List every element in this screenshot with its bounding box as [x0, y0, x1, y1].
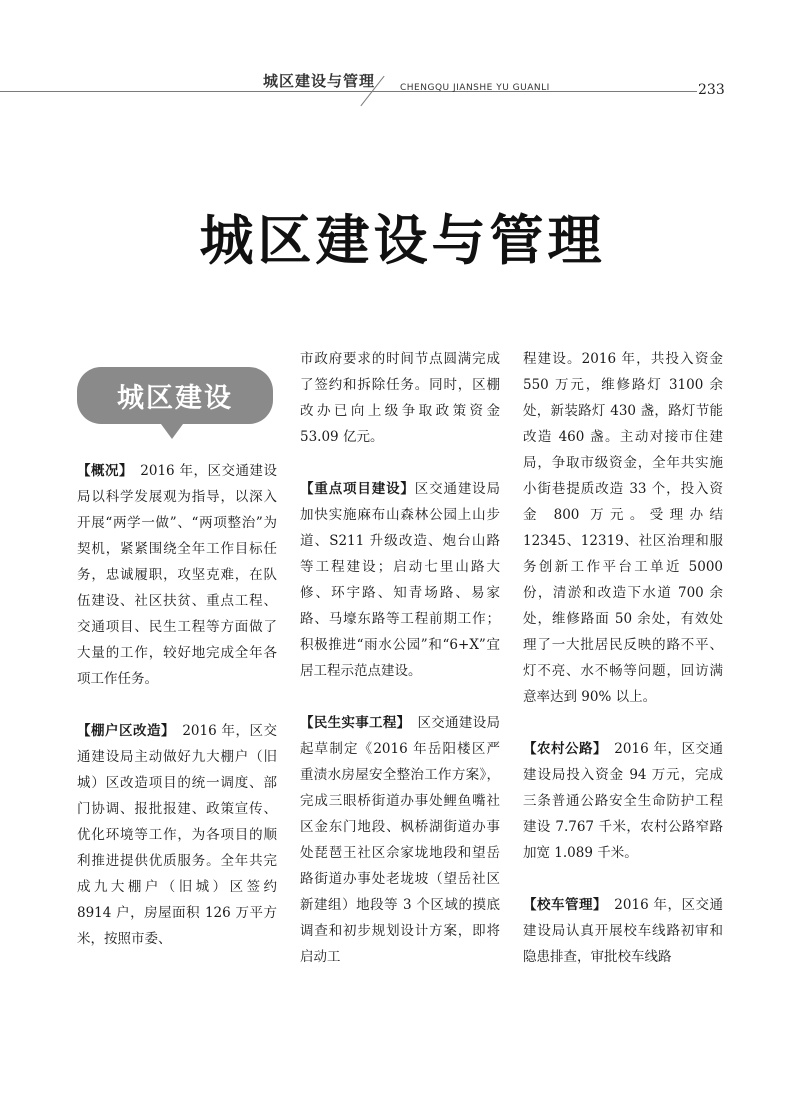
paragraph: [300, 476, 500, 684]
paragraph-text: 市政府要求的时间节点圆满完成了签约和拆除任务。同时，区棚改办已向上级争取政策资金 53.09 亿元。: [300, 351, 500, 445]
paragraph-text: 程建设。2016 年，共投入资金 550 万元，维修路灯 3100 余处，新装路灯 430 盏，路灯节能改造 460 盏。主动对接市住建局，争取市级资金，全年共实施小街巷提质改造 33 个，投入资金 800 万元。受理办结 12345、12319、社区治理和服务创新工作平台工单近 5000 份，清淤和改造下水道 700 余处，维修路面 50 余处，有效处理了一大批居民反映的路不平、灯不亮、水不畅等问题，回访满意率达到 90% 以上。: [523, 351, 723, 705]
paragraph: [523, 736, 723, 866]
section-badge-label: 城区建设: [117, 383, 233, 414]
paragraph: [77, 458, 277, 692]
text-column-3: [523, 346, 723, 996]
running-header-pinyin: CHENGQU JIANSHE YU GUANLI: [400, 83, 550, 93]
paragraph-text: 2016 年，区交通建设局认真开展校车线路初审和隐患排查，审批校车线路: [523, 897, 723, 965]
section-badge-pointer: [161, 424, 183, 439]
paragraph-keyword: 【校车管理】: [523, 897, 601, 913]
paragraph-keyword: 【农村公路】: [523, 741, 601, 757]
paragraph-keyword: 【棚户区改造】: [77, 723, 169, 739]
paragraph: [523, 892, 723, 970]
section-badge: [77, 367, 273, 424]
paragraph-keyword: 【重点项目建设】: [300, 481, 415, 497]
header-rule: [0, 91, 392, 92]
chapter-title: 城区建设与管理: [199, 208, 606, 272]
paragraph-text: 区交通建设局加快实施麻布山森林公园上山步道、S211 升级改造、炮台山路等工程建设；启动七里山路大修、环宇路、知青场路、易家路、马壕东路等工程前期工作；积极推进“雨水公园”和“6+X”宜居工程示范点建设。: [300, 481, 501, 679]
text-column-1: [77, 458, 277, 978]
paragraph-keyword: 【概况】: [77, 463, 127, 479]
paragraph-keyword: 【民生实事工程】: [300, 715, 404, 731]
paragraph-text: 2016 年，区交通建设局投入资金 94 万元，完成三条普通公路安全生命防护工程建设 7.767 千米，农村公路窄路加宽 1.089 千米。: [523, 741, 723, 861]
paragraph-text: 区交通建设局起草制定《2016 年岳阳楼区严重渍水房屋安全整治工作方案》，完成三眼桥街道办事处鲤鱼嘴社区金东门地段、枫桥湖街道办事处琵琶王社区佘家垅地段和望岳路街道办事处老垅坡（望岳社区新建组）地段等 3 个区域的摸底调查和初步规划设计方案，即将启动工: [300, 715, 501, 965]
text-column-2: [300, 346, 500, 996]
paragraph: [523, 346, 723, 710]
paragraph: [300, 346, 500, 450]
running-header-title: 城区建设与管理: [263, 72, 376, 90]
page-number: 233: [698, 82, 725, 98]
paragraph-text: 2016 年，区交通建设局主动做好九大棚户（旧城）区改造项目的统一调度、部门协调、报批报建、政策宣传、优化环境等工作，为各项目的顺利推进提供优质服务。全年共完成九大棚户（旧城）区签约 8914 户，房屋面积 126 万平方米，按照市委、: [77, 723, 277, 947]
paragraph-text: 2016 年，区交通建设局以科学发展观为指导，以深入开展“两学一做”、“两项整治”为契机，紧紧围绕全年工作目标任务，忠诚履职，攻坚克难，在队伍建设、社区扶贫、重点工程、交通项目、民生工程等方面做了大量的工作，较好地完成全年各项工作任务。: [77, 463, 277, 687]
paragraph: [77, 718, 277, 952]
paragraph: [300, 710, 500, 970]
